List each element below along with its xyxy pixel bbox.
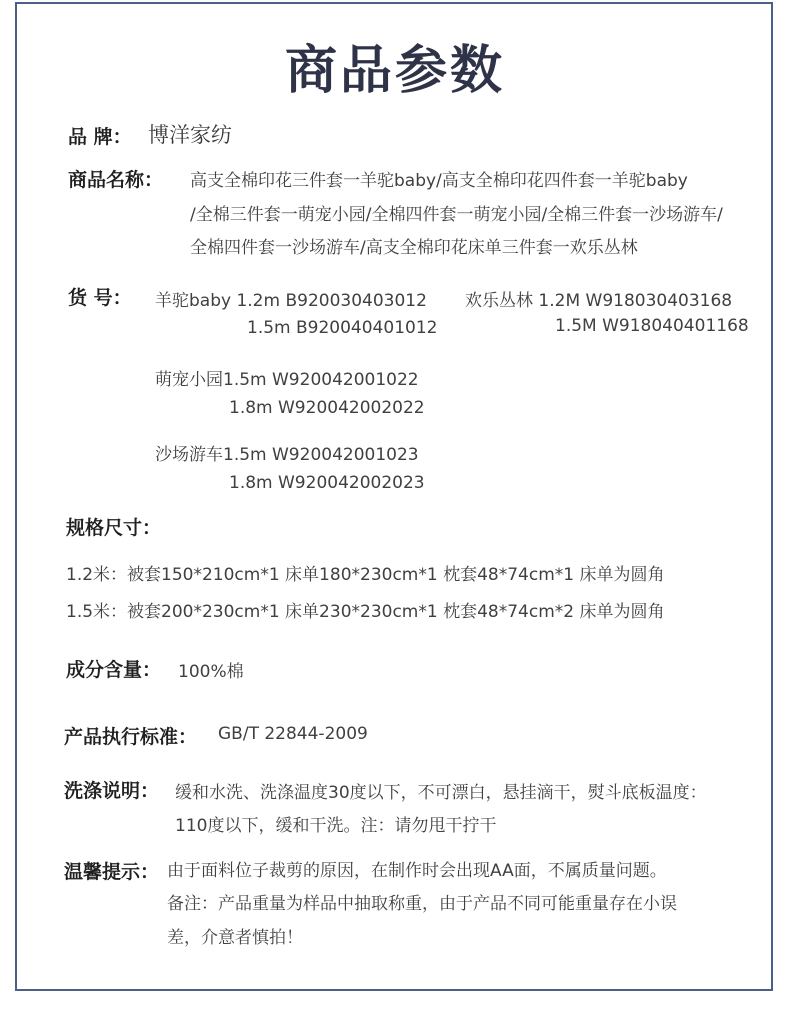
washing-line: 110度以下，缓和干洗。注：请勿甩干拧干 (175, 816, 497, 836)
spec-label: 规格尺寸： (66, 517, 162, 539)
tips-line: 备注：产品重量为样品中抽取称重，由于产品不同可能重量存在小误 (167, 894, 677, 914)
composition-label: 成分含量： (66, 659, 162, 681)
item-no-line: 1.8m W920042002023 (229, 473, 425, 493)
item-no-line: 萌宠小园1.5m W920042001022 (155, 370, 419, 390)
page-title: 商品参数 (284, 41, 505, 101)
spec-line: 1.5米：被套200*230cm*1 床单230*230cm*1 枕套48*74cm*2 床单为圆角 (66, 602, 665, 622)
item-no-line: 羊驼baby 1.2m B920030403012 (155, 291, 427, 311)
tips-label: 温馨提示： (64, 861, 160, 883)
washing-label: 洗涤说明： (64, 780, 160, 802)
tips-line: 由于面料位子裁剪的原因，在制作时会出现AA面，不属质量问题。 (167, 861, 667, 881)
item-no-label: 货 号： (68, 287, 132, 309)
product-name-label: 商品名称： (68, 169, 164, 191)
spec-line: 1.2米：被套150*210cm*1 床单180*230cm*1 枕套48*74cm*1 床单为圆角 (66, 565, 665, 585)
item-no-line: 1.5m B920040401012 (247, 318, 438, 338)
product-name-line: 全棉四件套一沙场游车/高支全棉印花床单三件套一欢乐丛林 (190, 238, 638, 258)
product-name-line: 高支全棉印花三件套一羊驼baby/高支全棉印花四件套一羊驼baby (190, 171, 688, 191)
page-frame (15, 2, 773, 991)
brand-label: 品 牌： (68, 126, 132, 148)
composition-value: 100%棉 (178, 662, 244, 682)
washing-line: 缓和水洗、洗涤温度30度以下，不可漂白，悬挂滴干，熨斗底板温度： (175, 783, 707, 803)
brand-value: 博洋家纺 (148, 123, 232, 147)
standard-value: GB/T 22844-2009 (218, 724, 368, 744)
item-no-line: 欢乐丛林 1.2M W918030403168 (465, 291, 733, 311)
product-name-line: /全棉三件套一萌宠小园/全棉四件套一萌宠小园/全棉三件套一沙场游车/ (190, 205, 723, 225)
item-no-line: 1.8m W920042002022 (229, 398, 425, 418)
item-no-line: 1.5M W918040401168 (555, 316, 749, 336)
tips-line: 差，介意者慎拍！ (167, 928, 303, 948)
item-no-line: 沙场游车1.5m W920042001023 (155, 445, 419, 465)
standard-label: 产品执行标准： (64, 726, 198, 748)
